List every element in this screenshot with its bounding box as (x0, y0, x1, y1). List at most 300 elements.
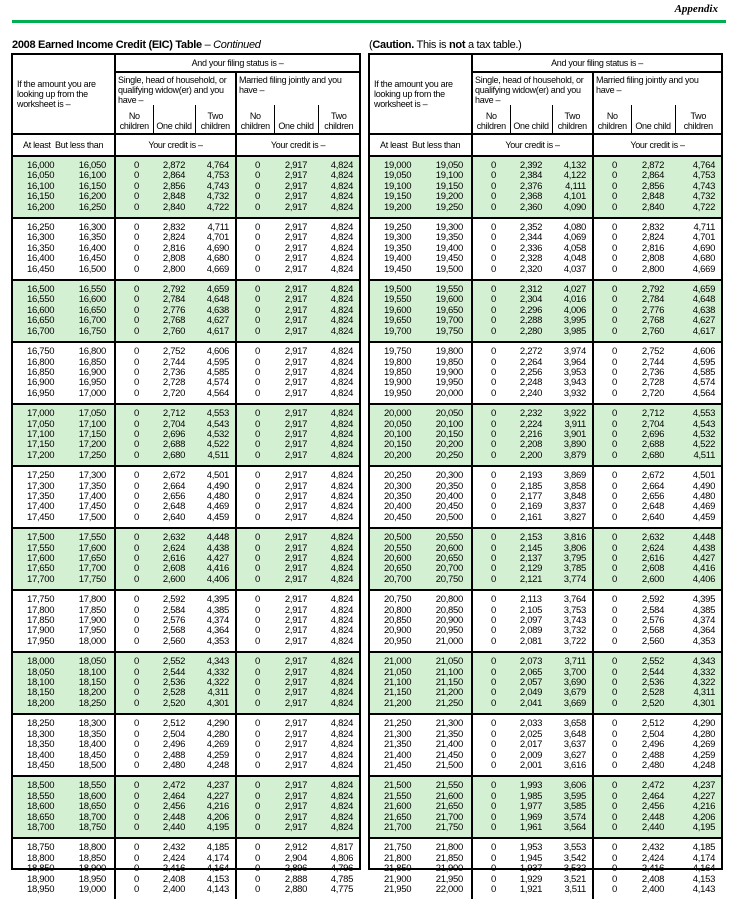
at-least-cell: 17,550 (13, 544, 63, 554)
single-no-children-cell: 0 (115, 316, 153, 326)
single-one-child-cell: 2,033 (519, 718, 543, 730)
single-two-children-cell: 4,385 (195, 606, 236, 616)
married-two-children-cell: 4,395 (692, 594, 716, 606)
at-least-label: At least (380, 140, 408, 150)
single-no-children-cell: 0 (134, 749, 139, 761)
but-less-than-cell: 20,050 (420, 404, 472, 419)
married-two-children-cell: 4,311 (675, 688, 721, 698)
at-least-cell: 16,950 (13, 389, 63, 404)
at-least-cell: 16,250 (27, 222, 55, 234)
single-one-child-cell: 2,400 (162, 883, 186, 895)
married-one-child-cell: 2,917 (274, 265, 318, 280)
at-least-cell: 16,050 (13, 171, 63, 181)
single-one-child-cell: 2,081 (510, 637, 552, 652)
table-row (13, 466, 359, 481)
single-no-children-cell: 0 (115, 528, 153, 543)
but-less-than-cell: 17,600 (63, 544, 115, 554)
married-one-child-cell: 2,917 (274, 430, 318, 440)
married-two-children-cell: 4,824 (318, 564, 359, 574)
at-least-cell: 18,850 (27, 863, 55, 875)
single-two-children-cell: 4,248 (195, 761, 236, 776)
but-less-than-cell: 19,350 (420, 233, 472, 243)
but-less-than-cell: 22,000 (420, 885, 472, 899)
married-no-children-cell: 0 (612, 490, 617, 502)
table-row (13, 265, 359, 280)
married-no-children-cell: 0 (593, 404, 631, 419)
single-one-child-cell: 2,480 (153, 761, 195, 776)
single-one-child-cell: 2,240 (510, 389, 552, 404)
married-two-children-cell: 4,732 (675, 192, 721, 202)
caution-end: a tax table.) (465, 39, 522, 51)
married-one-child-cell: 2,656 (641, 490, 665, 502)
but-less-than-cell: 18,400 (63, 740, 115, 750)
at-least-cell: 19,150 (370, 192, 420, 202)
single-one-child-cell: 2,712 (153, 404, 195, 419)
table-row (370, 513, 721, 528)
single-two-children-cell: 3,553 (552, 838, 593, 853)
at-least-cell: 17,600 (13, 554, 63, 564)
married-no-children-cell: 0 (612, 594, 617, 606)
single-two-children-cell: 3,595 (552, 792, 593, 802)
married-two-children-cell: 4,824 (318, 182, 359, 192)
single-two-children-cell: 4,006 (552, 306, 593, 316)
married-no-children-cell: 0 (255, 873, 260, 885)
single-two-children-cell: 3,943 (552, 378, 593, 388)
single-two-children-cell: 3,521 (552, 875, 593, 885)
married-two-children-cell: 4,824 (318, 265, 359, 280)
single-no-children-cell: 0 (472, 203, 510, 218)
at-least-cell: 19,900 (384, 377, 412, 389)
single-no-children-cell: 0 (491, 873, 496, 885)
at-least-cell: 20,400 (384, 501, 412, 513)
single-two-children-cell: 4,206 (195, 813, 236, 823)
but-less-than-cell: 17,850 (63, 606, 115, 616)
married-one-child-cell: 2,896 (284, 863, 308, 875)
table-row (13, 575, 359, 590)
married-no-children-cell: 0 (236, 316, 274, 326)
at-least-cell: 17,850 (27, 615, 55, 627)
married-one-child-cell: 2,760 (631, 327, 675, 342)
at-least-cell: 18,800 (27, 852, 55, 864)
married-one-child-cell: 2,400 (641, 883, 665, 895)
table-row (370, 192, 721, 202)
married-one-child-cell: 2,768 (631, 316, 675, 326)
married-two-children-cell: 4,511 (675, 451, 721, 466)
but-less-than-cell: 16,050 (63, 156, 115, 171)
table-row (370, 652, 721, 667)
single-no-children-cell: 0 (472, 451, 510, 466)
married-two-children-cell: 4,824 (330, 356, 354, 368)
single-two-children-cell: 4,764 (195, 156, 236, 171)
single-one-child-cell: 1,993 (510, 776, 552, 791)
married-one-child-cell: 2,917 (274, 564, 318, 574)
at-least-cell: 16,150 (13, 192, 63, 202)
but-less-than-cell: 16,900 (63, 368, 115, 378)
single-two-children-cell: 3,606 (552, 776, 593, 791)
single-one-child-cell: 2,808 (162, 253, 186, 265)
single-one-child-cell: 2,432 (162, 842, 186, 854)
but-less-than-cell: 17,950 (63, 626, 115, 636)
married-one-child-cell: 2,464 (631, 792, 675, 802)
at-least-cell: 19,300 (384, 232, 412, 244)
married-one-child-cell: 2,917 (274, 420, 318, 430)
single-no-children-cell: 0 (115, 430, 153, 440)
married-one-child-cell: 2,448 (631, 813, 675, 823)
at-least-cell: 18,150 (13, 688, 63, 698)
single-one-child-cell: 2,057 (510, 678, 552, 688)
table-row (13, 430, 359, 440)
but-less-than-cell: 18,850 (63, 854, 115, 864)
single-two-children-cell: 4,669 (195, 265, 236, 280)
single-one-child-cell: 2,856 (153, 182, 195, 192)
at-least-cell: 16,100 (13, 182, 63, 192)
single-two-children-cell: 4,701 (195, 233, 236, 243)
but-less-than-cell: 17,550 (63, 528, 115, 543)
single-one-child-cell: 2,784 (153, 295, 195, 305)
at-least-cell: 18,700 (13, 823, 63, 838)
single-no-children-cell: 0 (472, 420, 510, 430)
married-no-children-cell: 0 (593, 316, 631, 326)
married-no-children-cell: 0 (593, 430, 631, 440)
single-one-child-cell: 1,969 (510, 813, 552, 823)
single-one-child-cell: 1,937 (519, 863, 543, 875)
table-row (370, 802, 721, 812)
married-one-child-cell: 2,917 (274, 404, 318, 419)
but-less-than-cell: 20,900 (420, 616, 472, 626)
single-one-child-cell: 2,065 (510, 668, 552, 678)
but-less-than-cell: 20,300 (420, 466, 472, 481)
married-one-child-cell: 2,728 (641, 377, 665, 389)
single-one-child-cell: 2,248 (519, 377, 543, 389)
single-two-children-cell: 4,606 (195, 342, 236, 357)
married-header: Married filing jointly and you have – (596, 75, 699, 95)
married-two-children-cell: 4,259 (692, 749, 716, 761)
but-less-than-cell: 17,150 (63, 430, 115, 440)
married-two-children-cell: 4,824 (318, 792, 359, 802)
married-no-children-cell: 0 (236, 156, 274, 171)
single-one-child-cell: 2,600 (153, 575, 195, 590)
at-least-cell: 21,350 (384, 739, 412, 751)
table-row (370, 358, 721, 368)
married-one-child-cell: 2,917 (274, 327, 318, 342)
single-two-children-cell: 4,480 (195, 492, 236, 502)
table-row (13, 730, 359, 740)
table-row (370, 838, 721, 853)
single-one-child-cell: 2,169 (519, 501, 543, 513)
single-one-child-cell: 2,049 (510, 688, 552, 698)
single-no-children-cell: 0 (472, 554, 510, 564)
single-one-child-cell: 2,456 (153, 802, 195, 812)
single-no-children-cell: 0 (115, 637, 153, 652)
single-no-children-cell: 0 (491, 470, 496, 482)
married-one-child-cell: 2,917 (274, 440, 318, 450)
married-no-children-cell: 0 (255, 604, 260, 616)
table-row (370, 265, 721, 280)
single-two-children-cell: 4,743 (195, 182, 236, 192)
married-two-children-cell: 4,153 (692, 873, 716, 885)
married-no-children-cell: 0 (255, 222, 260, 234)
single-no-children-cell: 0 (472, 792, 510, 802)
married-one-child-cell: 2,520 (631, 699, 675, 714)
single-credit-header: Your credit is – (115, 134, 236, 156)
single-two-children-cell: 3,669 (552, 699, 593, 714)
single-one-child-cell: 2,440 (153, 823, 195, 838)
married-two-children-cell: 4,227 (675, 792, 721, 802)
but-less-than-cell: 19,100 (420, 171, 472, 181)
married-two-children-cell: 4,824 (330, 253, 354, 265)
married-two-children-cell: 4,532 (675, 430, 721, 440)
single-two-children-cell: 4,374 (195, 616, 236, 626)
but-less-than-cell: 18,350 (63, 730, 115, 740)
married-one-child-cell: 2,917 (284, 470, 308, 482)
amount-header: If the amount you are looking up from the worksheet is – (13, 55, 115, 134)
married-one-child-cell: 2,552 (631, 652, 675, 667)
single-one-child-cell: 2,200 (510, 451, 552, 466)
married-one-child-cell: 2,560 (631, 637, 675, 652)
single-two-children-cell: 3,743 (552, 616, 593, 626)
married-no-children-cell: 0 (236, 652, 274, 667)
single-no-children-cell: 0 (134, 242, 139, 254)
single-no-children-cell: 0 (491, 594, 496, 606)
table-row (13, 606, 359, 616)
married-two-children-cell: 4,416 (675, 564, 721, 574)
filing-status-header: And your filing status is – (115, 55, 359, 72)
single-two-children-cell: 3,711 (552, 652, 593, 667)
single-no-children-cell: 0 (115, 802, 153, 812)
married-two-children-cell: 4,824 (318, 637, 359, 652)
table-row (13, 233, 359, 243)
but-less-than-cell: 19,750 (420, 327, 472, 342)
married-two-children-cell: 4,824 (330, 625, 354, 637)
single-one-child-cell: 2,664 (162, 480, 186, 492)
married-two-children-cell: 4,206 (675, 813, 721, 823)
but-less-than-cell: 20,950 (420, 626, 472, 636)
but-less-than-cell: 17,700 (63, 564, 115, 574)
but-less-than-cell: 16,200 (63, 192, 115, 202)
at-least-cell: 19,350 (384, 242, 412, 254)
at-least-cell: 17,750 (27, 594, 55, 606)
table-row (13, 802, 359, 812)
married-two-children-cell: 4,806 (330, 852, 354, 864)
married-no-children-cell: 0 (593, 203, 631, 218)
single-one-child-cell: 1,929 (519, 873, 543, 885)
single-two-children-cell: 4,301 (195, 699, 236, 714)
table-row (370, 606, 721, 616)
but-less-than-cell: 18,500 (63, 761, 115, 776)
single-one-child-cell: 2,352 (519, 222, 543, 234)
single-one-child-cell: 2,017 (519, 739, 543, 751)
single-one-child-cell: 2,392 (510, 156, 552, 171)
single-two-children-cell: 4,080 (552, 218, 593, 233)
married-two-children-cell: 4,374 (692, 615, 716, 627)
table-row (370, 699, 721, 714)
married-two-children-cell: 4,785 (330, 873, 354, 885)
single-no-children-cell: 0 (472, 652, 510, 667)
single-no-children-cell: 0 (115, 451, 153, 466)
married-two-children-cell: 4,427 (675, 554, 721, 564)
married-two-children-cell: 4,824 (318, 528, 359, 543)
but-less-than-cell: 20,750 (420, 575, 472, 590)
married-one-child-cell: 2,704 (631, 420, 675, 430)
married-two-children-cell: 4,824 (318, 295, 359, 305)
single-one-child-cell: 2,009 (519, 749, 543, 761)
but-less-than-cell: 17,050 (63, 404, 115, 419)
at-least-cell: 20,200 (370, 451, 420, 466)
married-two-children-cell: 4,824 (330, 604, 354, 616)
married-one-child-cell: 2,917 (274, 171, 318, 181)
single-two-children-cell: 4,532 (195, 430, 236, 440)
at-least-cell: 21,650 (370, 813, 420, 823)
at-least-cell: 20,300 (384, 480, 412, 492)
married-one-child-cell: 2,536 (631, 678, 675, 688)
married-two-children-cell: 4,824 (330, 377, 354, 389)
single-one-child-cell: 2,560 (153, 637, 195, 652)
table-row (13, 389, 359, 404)
at-least-cell: 17,900 (27, 625, 55, 637)
married-one-child-cell: 2,680 (631, 451, 675, 466)
single-no-children-cell: 0 (115, 544, 153, 554)
single-one-child-cell: 2,696 (153, 430, 195, 440)
at-least-cell: 19,100 (370, 182, 420, 192)
married-one-child-cell: 2,917 (284, 480, 308, 492)
married-two-children-cell: 4,824 (330, 615, 354, 627)
table-row (370, 792, 721, 802)
single-no-children-cell: 0 (491, 253, 496, 265)
single-one-child-cell: 2,368 (510, 192, 552, 202)
married-no-children-cell: 0 (593, 688, 631, 698)
single-two-children-cell: 3,858 (552, 482, 593, 492)
single-no-children-cell: 0 (115, 389, 153, 404)
caution-open: ( (369, 39, 373, 51)
single-one-child-cell: 2,001 (510, 761, 552, 776)
single-two-children-cell: 4,659 (195, 280, 236, 295)
at-least-cell: 16,900 (27, 377, 55, 389)
married-one-child-cell: 2,720 (631, 389, 675, 404)
at-least-cell: 19,200 (370, 203, 420, 218)
table-row (370, 327, 721, 342)
but-less-than-cell: 16,350 (63, 233, 115, 243)
table-body (13, 156, 359, 899)
single-no-children-cell: 0 (472, 440, 510, 450)
married-no-children-cell: 0 (236, 528, 274, 543)
married-one-child-cell: 2,456 (631, 802, 675, 812)
married-no-children-cell: 0 (593, 440, 631, 450)
married-one-child-cell: 2,917 (274, 792, 318, 802)
single-no-children-cell: 0 (472, 389, 510, 404)
but-less-than-cell: 21,000 (420, 637, 472, 652)
married-one-child-cell: 2,917 (274, 776, 318, 791)
table-row (13, 306, 359, 316)
single-no-children-cell: 0 (472, 776, 510, 791)
married-two-children-cell: 4,824 (318, 451, 359, 466)
single-two-children-cell: 4,427 (195, 554, 236, 564)
married-one-child-cell: 2,696 (631, 430, 675, 440)
married-no-children-cell: 0 (593, 776, 631, 791)
single-two-children-cell: 3,532 (552, 864, 593, 874)
married-no-children-cell: 0 (593, 564, 631, 574)
single-no-children-cell: 0 (491, 356, 496, 368)
single-one-child-cell: 2,360 (510, 203, 552, 218)
single-no-children-cell: 0 (472, 761, 510, 776)
married-no-children-cell: 0 (593, 451, 631, 466)
married-no-children-cell: 0 (236, 192, 274, 202)
but-less-than-cell: 16,450 (63, 254, 115, 264)
married-no-children-cell: 0 (593, 668, 631, 678)
single-two-children-cell: 4,227 (195, 792, 236, 802)
single-no-children-cell: 0 (134, 377, 139, 389)
married-two-children-cell: 4,248 (675, 761, 721, 776)
married-no-children-cell: 0 (255, 852, 260, 864)
single-two-children-cell: 3,753 (552, 606, 593, 616)
single-no-children-cell: 0 (491, 625, 496, 637)
at-least-cell: 18,550 (13, 792, 63, 802)
married-no-children-cell: 0 (255, 377, 260, 389)
single-one-child-cell: 2,536 (153, 678, 195, 688)
married-no-children-cell: 0 (255, 480, 260, 492)
but-less-than-cell: 18,050 (63, 652, 115, 667)
at-least-cell: 20,050 (370, 420, 420, 430)
at-least-cell: 17,700 (13, 575, 63, 590)
married-no-children-cell: 0 (236, 295, 274, 305)
single-no-children-cell: 0 (115, 280, 153, 295)
but-less-than-cell: 21,350 (420, 730, 472, 740)
single-two-children-cell: 4,722 (195, 203, 236, 218)
single-no-children-cell: 0 (134, 480, 139, 492)
but-less-than-cell: 21,800 (420, 838, 472, 853)
single-two-children-cell: 4,574 (195, 378, 236, 388)
at-least-label: At least (23, 140, 51, 150)
married-no-children-cell: 0 (612, 356, 617, 368)
at-least-cell: 21,200 (370, 699, 420, 714)
but-less-than-cell: 18,300 (63, 714, 115, 729)
single-two-children-cell: 4,174 (195, 854, 236, 864)
table-row (13, 838, 359, 853)
married-no-children-cell: 0 (236, 554, 274, 564)
married-no-children-cell: 0 (612, 377, 617, 389)
married-one-child-cell: 2,917 (274, 652, 318, 667)
single-one-child-cell: 2,520 (153, 699, 195, 714)
married-one-child-cell: 2,917 (284, 625, 308, 637)
but-less-than-cell: 20,200 (420, 440, 472, 450)
married-no-children-cell: 0 (255, 366, 260, 378)
married-one-child-cell: 2,480 (631, 761, 675, 776)
married-two-children-cell: 4,824 (330, 718, 354, 730)
at-least-cell: 21,700 (370, 823, 420, 838)
section-label: Appendix (674, 3, 718, 15)
married-no-children-cell: 0 (593, 182, 631, 192)
married-no-children-cell: 0 (236, 513, 274, 528)
single-no-children-cell: 0 (115, 575, 153, 590)
table-row (370, 203, 721, 218)
single-no-children-cell: 0 (491, 842, 496, 854)
single-one-child-cell: 2,376 (510, 182, 552, 192)
but-less-than-cell: 18,750 (63, 823, 115, 838)
at-least-cell: 20,750 (384, 594, 412, 606)
single-one-child-cell: 2,504 (162, 728, 186, 740)
single-no-children-cell: 0 (115, 564, 153, 574)
married-two-children-cell: 4,824 (330, 739, 354, 751)
but-less-than-cell: 18,100 (63, 668, 115, 678)
single-two-children-cell: 4,237 (195, 776, 236, 791)
but-less-than-cell: 21,700 (420, 813, 472, 823)
married-one-child-cell: 2,632 (631, 528, 675, 543)
single-one-child-cell: 2,232 (510, 404, 552, 419)
col-two-children: Two children (552, 105, 593, 134)
single-one-child-cell: 1,945 (519, 852, 543, 864)
single-one-child-cell: 2,145 (510, 544, 552, 554)
caution-label: Caution. (372, 39, 414, 51)
married-no-children-cell: 0 (255, 625, 260, 637)
